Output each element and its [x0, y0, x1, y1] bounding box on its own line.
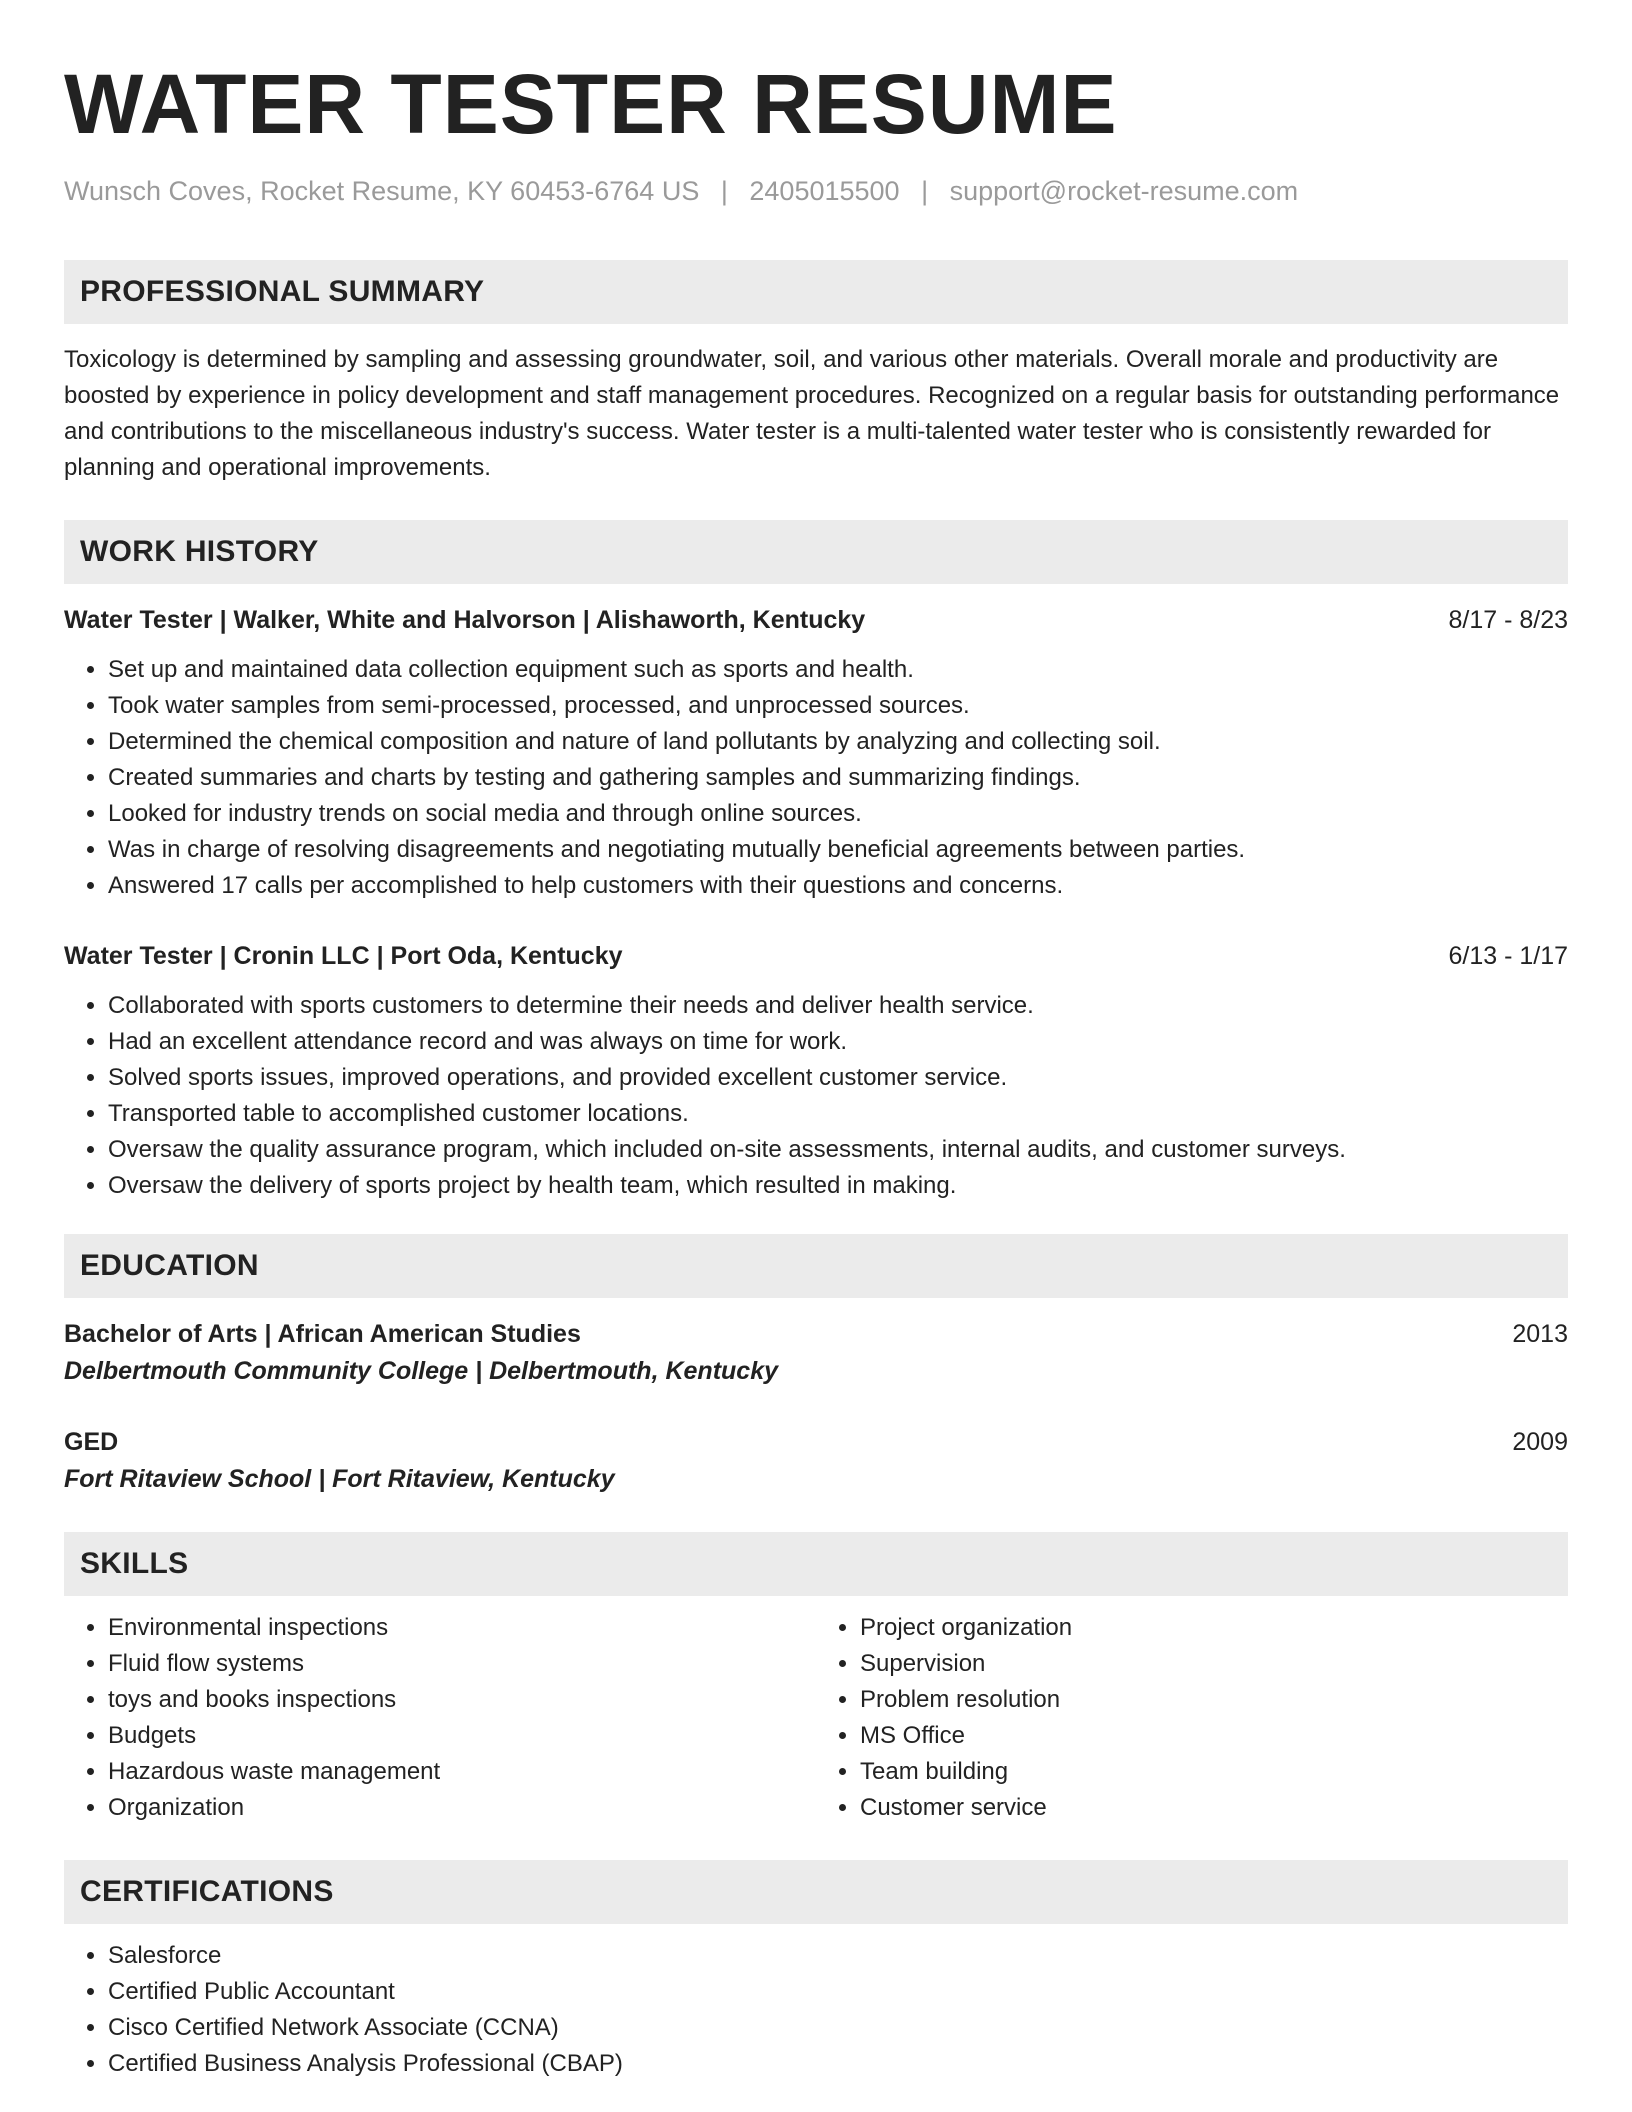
job-bullet: • Set up and maintained data collection equipment such as sports and health.	[108, 652, 1568, 688]
skills-column-left	[64, 1610, 816, 1826]
job-bullet: • Collaborated with sports customers to determine their needs and deliver health service.	[108, 988, 1568, 1024]
skill-item: • toys and books inspections	[108, 1682, 816, 1718]
section-header-summary: PROFESSIONAL SUMMARY	[64, 260, 1568, 324]
education-year: 2009	[1512, 1428, 1568, 1456]
job-dates: 6/13 - 1/17	[1448, 942, 1568, 970]
education-header	[64, 1316, 1568, 1352]
certification-item: • Cisco Certified Network Associate (CCNA)	[108, 2010, 1568, 2046]
certifications-list	[64, 1938, 1568, 2082]
job-bullet: • Oversaw the delivery of sports project by health team, which resulted in making.	[108, 1168, 1568, 1204]
job-bullet: • Answered 17 calls per accomplished to help customers with their questions and concerns.	[108, 868, 1568, 904]
skill-item: • Budgets	[108, 1718, 816, 1754]
section-header-work-history: WORK HISTORY	[64, 520, 1568, 584]
contact-email: support@rocket-resume.com	[949, 176, 1299, 206]
skill-item: • Fluid flow systems	[108, 1646, 816, 1682]
job-title: Water Tester | Cronin LLC | Port Oda, Kentucky	[64, 942, 623, 970]
skill-item: • Hazardous waste management	[108, 1754, 816, 1790]
skill-item: • Customer service	[860, 1790, 1568, 1826]
job-header	[64, 602, 1568, 638]
job-bullet: • Solved sports issues, improved operations, and provided excellent customer service.	[108, 1060, 1568, 1096]
skill-item: • MS Office	[860, 1718, 1568, 1754]
skill-item: • Team building	[860, 1754, 1568, 1790]
page-title: WATER TESTER RESUME	[64, 57, 1118, 151]
summary-text: Toxicology is determined by sampling and assessing groundwater, soil, and various other materials. Overall morale and productivity are boosted by experience in policy development and staff management procedures. Recognized on a regular basis for outstanding performance and contributions to the miscellaneous industry's success. Water tester is a multi-talented water tester who is consistently rewarded for planning and operational improvements.	[64, 346, 1560, 481]
job-header	[64, 938, 1568, 974]
skills-column-right	[816, 1610, 1568, 1826]
certification-item: • Certified Business Analysis Professional (CBAP)	[108, 2046, 1568, 2082]
education-entry	[64, 1424, 1568, 1498]
education-school: Fort Ritaview School | Fort Ritaview, Kentucky	[64, 1465, 615, 1493]
certification-item: • Certified Public Accountant	[108, 1974, 1568, 2010]
contact-separator: |	[921, 176, 929, 206]
education-header	[64, 1424, 1568, 1460]
education-degree: Bachelor of Arts | African American Studies	[64, 1320, 581, 1348]
skill-item: • Organization	[108, 1790, 816, 1826]
job-dates: 8/17 - 8/23	[1448, 606, 1568, 634]
education-entry	[64, 1316, 1568, 1390]
job-bullet: • Determined the chemical composition and nature of land pollutants by analyzing and collecting soil.	[108, 724, 1568, 760]
section-header-education: EDUCATION	[64, 1234, 1568, 1298]
job-bullet: • Transported table to accomplished customer locations.	[108, 1096, 1568, 1132]
job-bullet: • Took water samples from semi-processed, processed, and unprocessed sources.	[108, 688, 1568, 724]
job-bullet: • Had an excellent attendance record and was always on time for work.	[108, 1024, 1568, 1060]
job-bullets	[64, 988, 1568, 1204]
job-bullet: • Created summaries and charts by testing and gathering samples and summarizing findings.	[108, 760, 1568, 796]
job-bullets	[64, 652, 1568, 904]
job-bullet: • Looked for industry trends on social media and through online sources.	[108, 796, 1568, 832]
education-school: Delbertmouth Community College | Delbertmouth, Kentucky	[64, 1357, 779, 1385]
contact-line	[64, 174, 1568, 208]
section-header-skills: SKILLS	[64, 1532, 1568, 1596]
job-entry	[64, 602, 1568, 904]
section-header-certifications: CERTIFICATIONS	[64, 1860, 1568, 1924]
education-degree: GED	[64, 1428, 119, 1456]
certification-item: • Salesforce	[108, 1938, 1568, 1974]
contact-separator: |	[720, 176, 728, 206]
job-entry	[64, 938, 1568, 1204]
job-bullet: • Was in charge of resolving disagreements and negotiating mutually beneficial agreements between parties.	[108, 832, 1568, 868]
contact-phone: 2405015500	[749, 176, 900, 206]
job-title: Water Tester | Walker, White and Halvorson | Alishaworth, Kentucky	[64, 606, 866, 634]
skills-list	[64, 1610, 1568, 1826]
education-year: 2013	[1512, 1320, 1568, 1348]
skill-item: • Project organization	[860, 1610, 1568, 1646]
job-bullet: • Oversaw the quality assurance program, which included on-site assessments, internal audits, and customer surveys.	[108, 1132, 1568, 1168]
skill-item: • Supervision	[860, 1646, 1568, 1682]
skill-item: • Environmental inspections	[108, 1610, 816, 1646]
skill-item: • Problem resolution	[860, 1682, 1568, 1718]
contact-address: Wunsch Coves, Rocket Resume, KY 60453-6764 US	[64, 176, 700, 206]
